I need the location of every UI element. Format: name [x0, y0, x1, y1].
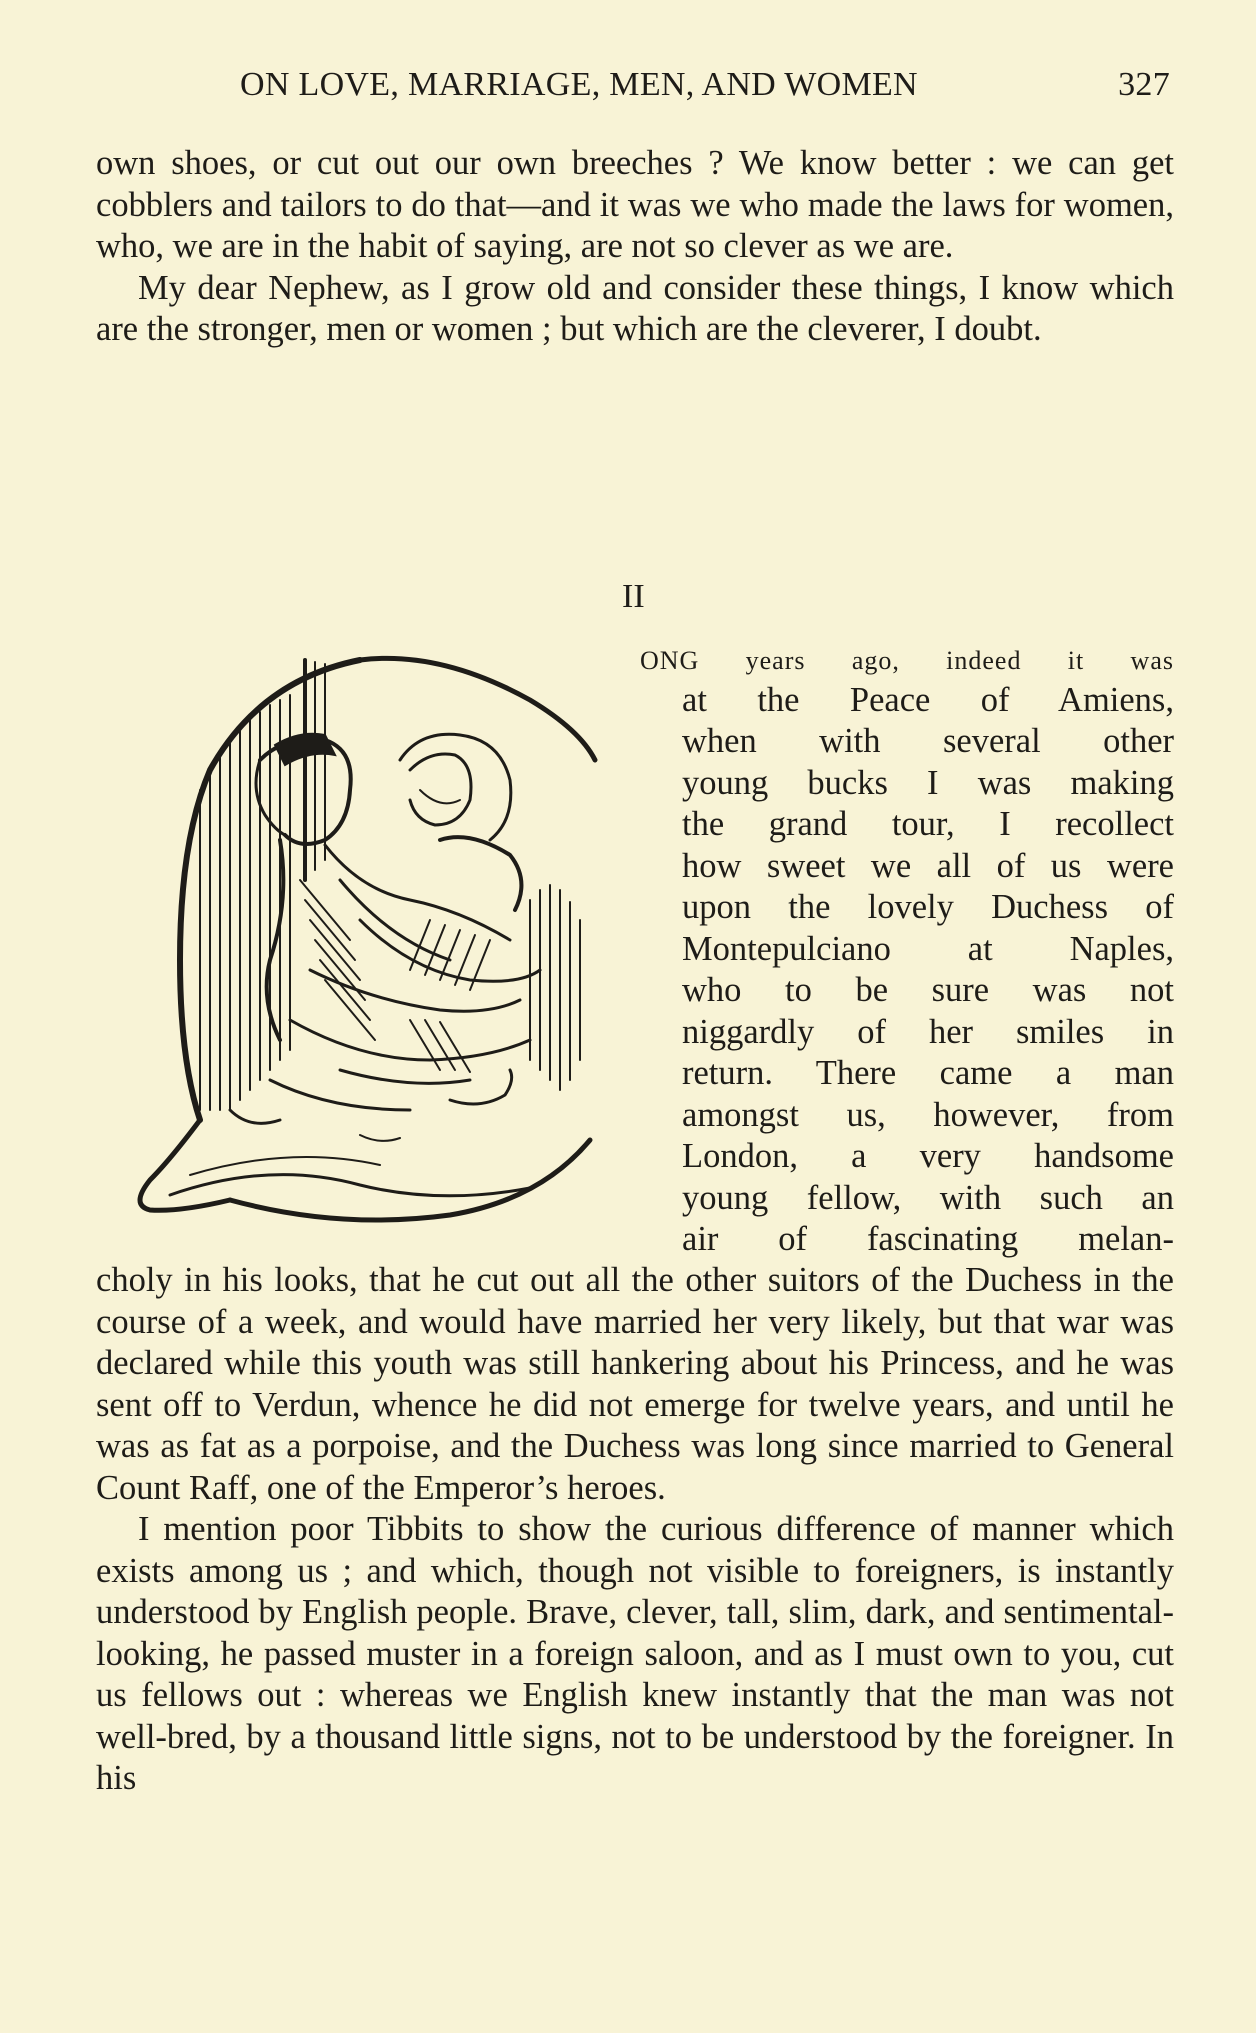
wrap-line: return. There came a man [682, 1054, 1174, 1092]
opening-paragraphs [96, 143, 1174, 351]
closing-paragraphs [96, 1260, 1174, 1800]
wrap-line: when with several other [682, 722, 1174, 760]
wrap-line: Montepulciano at Naples, [682, 929, 1174, 968]
wrap-line: air of fascinating melan- [682, 1220, 1174, 1258]
wrap-line: upon the lovely Duchess of [682, 888, 1174, 926]
paragraph-nephew: My dear Nephew, as I grow old and consider these things, I know which are the stronger, men or women ; but which are the cleverer, I doubt. [96, 268, 1174, 348]
wrap-line: young bucks I was making [682, 763, 1174, 802]
wrap-line: amongst us, however, from [682, 1095, 1174, 1134]
small-caps-opening: ONG years ago, indeed it was [640, 646, 1174, 675]
wrap-line: young fellow, with such an [682, 1178, 1174, 1217]
paragraph-continued: own shoes, or cut out our own breeches ? We know better : we can get cobblers and tailors to do that—and it was we who made the laws for women, who, we are in the habit of saying, are not so clever as we are. [96, 144, 1174, 265]
paragraph-tibbits: I mention poor Tibbits to show the curious difference of manner which exists among us ; and which, though not visible to foreigners, is instantly understood by English people. Brave, clever, tall, slim, dark, and sentimental-looking, he passed muster in a foreign saloon, and as I must own to you, cut us fellows out : whereas we English knew instantly that the man was not well-bred, by a thousand little signs, not to be understood by the foreigner. In his [96, 1510, 1174, 1797]
wrap-line [640, 638, 1174, 680]
wrap-line: the grand tour, I recollect [682, 805, 1174, 843]
running-head-title: ON LOVE, MARRIAGE, MEN, AND WOMEN [240, 66, 918, 103]
paragraph-duchess: choly in his looks, that he cut out all the other suitors of the Duchess in the course of a week, and would have married her very likely, but that war was declared while this youth was still hankering about his Princess, and he was sent off to Verdun, whence he did not emerge for twelve years, and until he was as fat as a porpoise, and the Duchess was long since married to General Count Raff, one of the Emperor’s heroes. [96, 1261, 1174, 1507]
wrap-line: at the Peace of Amiens, [682, 680, 1174, 719]
wrap-line: how sweet we all of us were [682, 846, 1174, 885]
wrap-line: who to be sure was not [682, 971, 1174, 1009]
initial-letter-illustration [110, 640, 638, 1240]
wrap-line: London, a very handsome [682, 1137, 1174, 1175]
section-numeral: II [622, 578, 645, 615]
wrap-line: niggardly of her smiles in [682, 1012, 1174, 1051]
page-number: 327 [1118, 66, 1170, 103]
drop-cap-wrapped-text [640, 638, 1174, 1261]
